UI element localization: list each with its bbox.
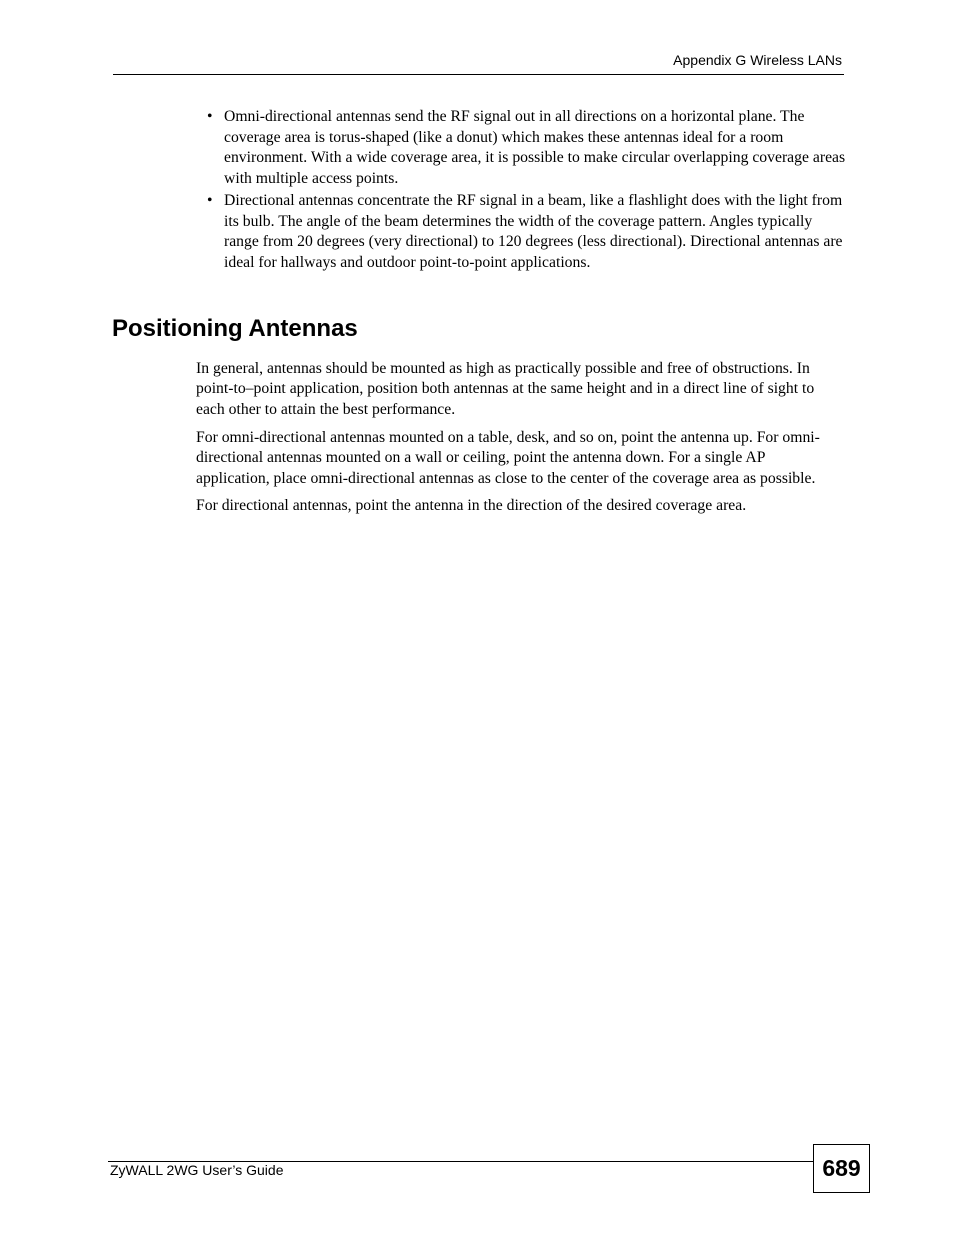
paragraph-general: In general, antennas should be mounted as high as practically possible and free of obstructions. In point-to–point application, position both antennas at the same height and in a direct line of sight to each other to attain the best performance. [196, 360, 815, 418]
bullet-text: Directional antennas concentrate the RF signal in a beam, like a flashlight does with the light from its bulb. The angle of the beam determines the width of the coverage pattern. Angles typically range from 20 degrees (very directional) to 120 degrees (less directional). Directional antennas are ideal for hallways and outdoor point-to-point applications. [224, 191, 843, 271]
bullet-list [207, 107, 847, 275]
paragraph-omni: For omni-directional antennas mounted on a table, desk, and so on, point the antenna up. For omni-directional antennas mounted on a wall or ceiling, point the antenna down. For a single AP application, place omni-directional antennas as close to the center of the coverage area as possible. [196, 428, 820, 487]
running-header: Appendix G Wireless LANs [673, 52, 842, 68]
bullet-text: Omni-directional antennas send the RF signal out in all directions on a horizontal plane. The coverage area is torus-shaped (like a donut) which makes these antennas ideal for a room environment. With a wide coverage area, it is possible to make circular overlapping coverage areas with multiple access points. [224, 108, 846, 188]
page-number: 689 [813, 1144, 870, 1193]
bullet-item-directional [207, 191, 847, 274]
bullet-marker: • [207, 191, 213, 209]
section-body [196, 359, 842, 524]
section-heading: Positioning Antennas [112, 315, 358, 342]
bullet-item-omni [207, 107, 847, 190]
bullet-marker: • [207, 108, 213, 125]
header-rule [113, 74, 844, 75]
paragraph-directional: For directional antennas, point the antenna in the direction of the desired coverage area. [196, 497, 747, 515]
footer-guide-title: ZyWALL 2WG User’s Guide [110, 1162, 284, 1178]
